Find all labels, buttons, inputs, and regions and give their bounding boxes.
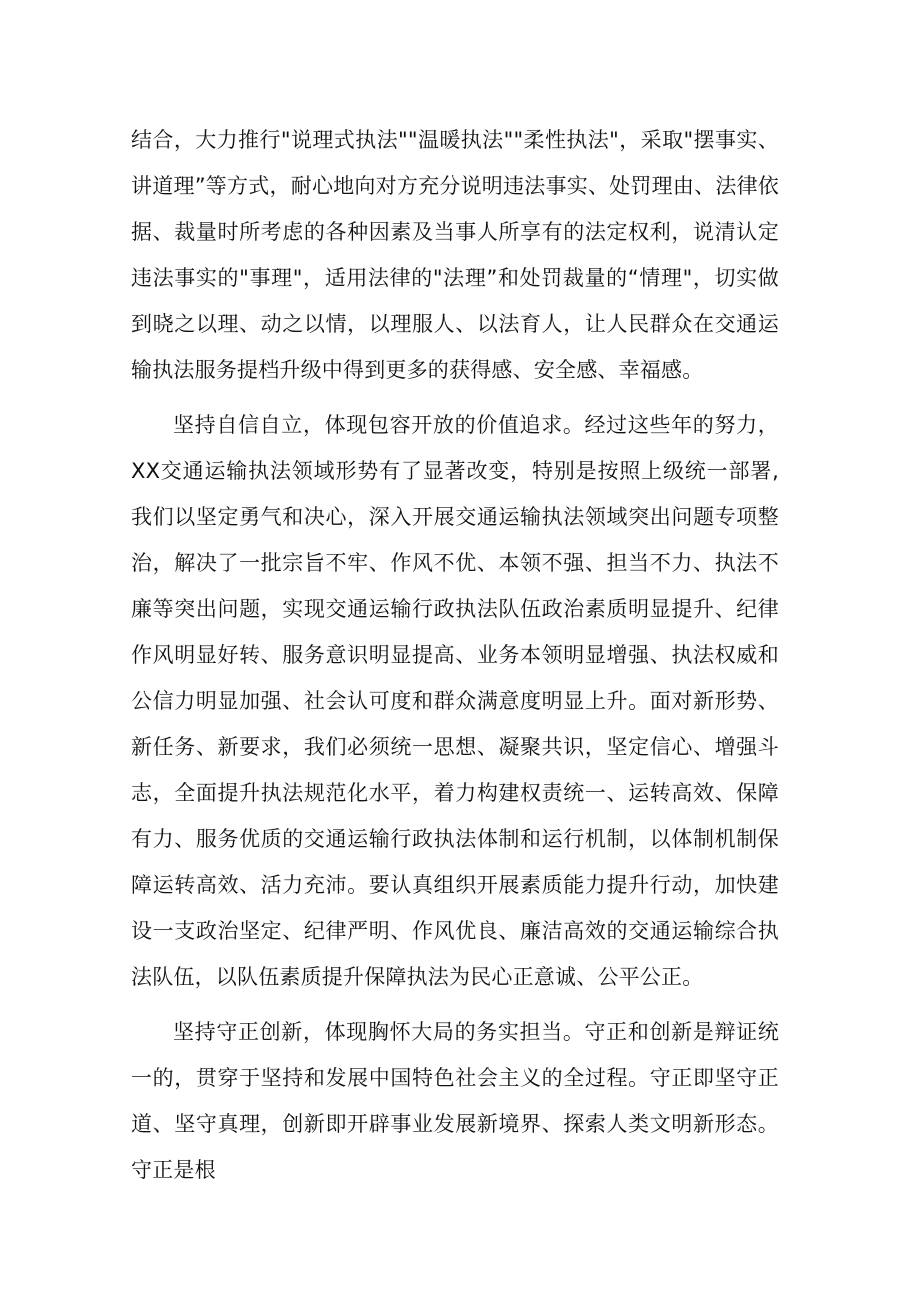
document-body: [131, 117, 779, 1202]
paragraph-innovation: 坚持守正创新，体现胸怀大局的务实担当。守正和创新是辩证统一的，贯穿于坚持和发展中国特色社会主义的全过程。守正即坚守正道、坚守真理，创新即开辟事业发展新境界、探索人类文明新形态。守正是根: [131, 1020, 779, 1182]
paragraph-self-confidence: 坚持自信自立，体现包容开放的价值追求。经过这些年的努力，XX交通运输执法领域形势有了显著改变，特别是按照上级统一部署,我们以坚定勇气和决心，深入开展交通运输执法领域突出问题专项整治，解决了一批宗旨不牢、作风不优、本领不强、担当不力、执法不廉等突出问题，实现交通运输行政执法队伍政治素质明显提升、纪律作风明显好转、服务意识明显提高、业务本领明显增强、执法权威和公信力明显加强、社会认可度和群众满意度明显上升。面对新形势、新任务、新要求，我们必须统一思想、凝聚共识，坚定信心、增强斗志，全面提升执法规范化水平，着力构建权责统一、运转高效、保障有力、服务优质的交通运输行政执法体制和运行机制，以体制机制保障运转高效、活力充沛。要认真组织开展素质能力提升行动，加快建设一支政治坚定、纪律严明、作风优良、廉洁高效的交通运输综合执法队伍，以队伍素质提升保障执法为民心正意诚、公平公正。: [131, 413, 779, 989]
paragraph-continuation: 结合，大力推行"说理式执法""温暖执法""柔性执法"，采取"摆事实、讲道理”等方式，耐心地向对方充分说明违法事实、处罚理由、法律依据、裁量时所考虑的各种因素及当事人所享有的法定权利，说清认定违法事实的"事理"，适用法律的"法理”和处罚裁量的“情理"，切实做到晓之以理、动之以情，以理服人、以法育人，让人民群众在交通运输执法服务提档升级中得到更多的获得感、安全感、幸福感。: [131, 128, 779, 382]
